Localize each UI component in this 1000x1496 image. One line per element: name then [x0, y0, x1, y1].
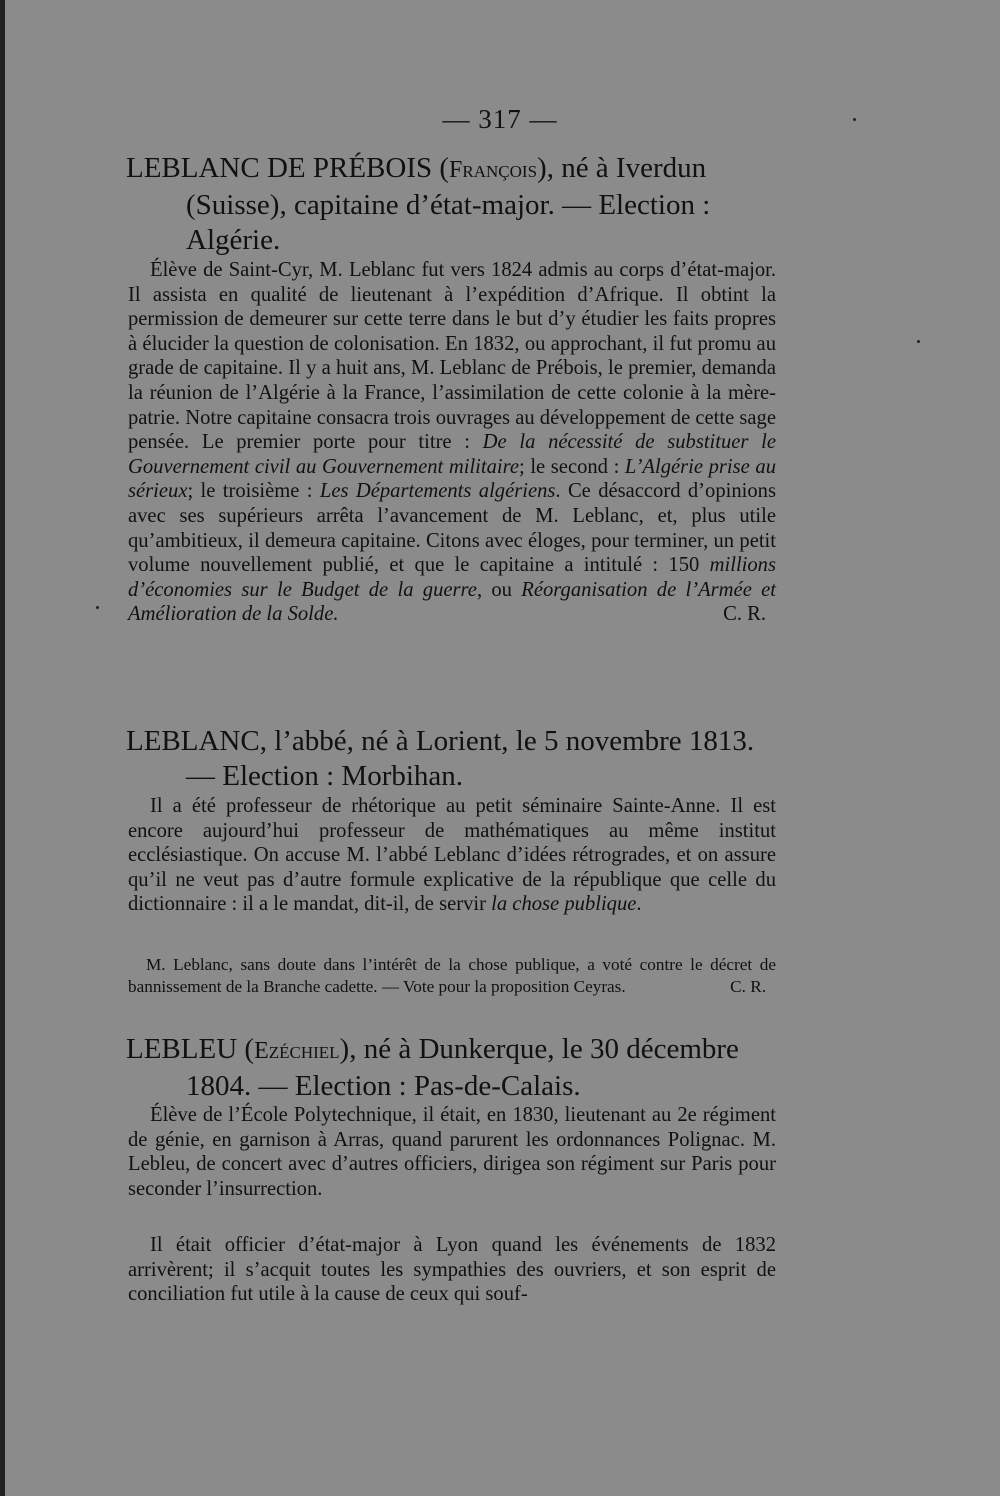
title-birth: ), né à Dunkerque, le 30 décembre — [339, 1033, 739, 1065]
body-text: Il était officier d’état-major à Lyon quand les événements de 1832 arrivèrent; il s’acquit toutes les sympathies des ouvriers, et son esprit de conciliation fut utile à la cause de ceux qui souf- — [128, 1234, 776, 1306]
page-number: — 317 — — [442, 104, 558, 134]
entry-title-leblanc-de-prebois — [126, 151, 776, 258]
title-line-2: 1804. — Election : Pas-de-Calais. — [186, 1070, 581, 1102]
body-text: Élève de Saint-Cyr, M. Leblanc fut vers 1824 admis au corps d’état-major. Il assista en qualité de lieutenant à l’expédition d’Afrique. Il obtint la permission de demeurer sur cette terre dans le but d’y étudier les faits propres à élucider la question de colonisation. En 1832, ou approchant, il fut promu au grade de capitaine. Il y a huit ans, M. Leblanc de Prébois, le premier, demanda la réunion de l’Algérie à la France, l’assimilation de cette colonie à la mère-patrie. Notre capitaine consacra trois ouvrages au développement de cette sage pensée. Le premier porte pour titre : — [128, 259, 776, 454]
entry-body — [128, 1103, 776, 1201]
body-text: Il a été professeur de rhétorique au petit séminaire Sainte-Anne. Il est encore aujourd’hui professeur de mathématiques au même institut ecclésiastique. On accuse M. l’abbé Leblanc d’idées rétrogrades, et on assure qu’il ne veut pas d’autre formule explicative de la république que celle du dictionnaire : il a le mandat, dit-il, de servir — [128, 795, 776, 916]
entry-title-leblanc-abbe — [126, 724, 776, 794]
book-title: L’Algérie prise au sérieux — [128, 455, 776, 503]
book-title: Réorganisation de l’Armée et Amélioration de la Solde. — [128, 578, 776, 626]
entry-title-lebleu — [126, 1032, 776, 1104]
body-text: Élève de l’École Polytechnique, il était, en 1830, lieutenant au 2e régiment de génie, en garnison à Arras, quand parurent les ordonnances Polignac. M. Lebleu, de concert avec d’autres officiers, dirigea son régiment sur Paris pour seconder l’insurrection. — [128, 1104, 776, 1200]
book-title: Les Départements algériens — [319, 480, 556, 503]
signature: C. R. — [730, 977, 766, 996]
title-firstname: François — [449, 157, 538, 183]
title-line-3: Algérie. — [186, 224, 281, 256]
book-title: millions d’économies sur le Budget de la guerre — [128, 554, 776, 601]
entry-body — [128, 794, 776, 917]
signature: C. R. — [723, 603, 766, 626]
body-text: . — [636, 893, 642, 916]
title-line-2: (Suisse), capitaine d’état-major. — Election : — [186, 189, 711, 221]
speck — [96, 606, 99, 609]
body-text: ; le troisième : — [187, 480, 320, 503]
entry-body — [128, 258, 776, 627]
title-name: LEBLEU ( — [126, 1033, 255, 1065]
title-line-1: LEBLANC, l’abbé, né à Lorient, le 5 novembre 1813. — [126, 725, 755, 757]
title-line-2: — Election : Morbihan. — [186, 760, 464, 792]
book-title: De la nécessité de substituer le Gouvernement civil au Gouvernement militaire — [128, 431, 776, 478]
title-birth: ), né à Iverdun — [537, 152, 707, 184]
body-text: . Ce désaccord d’opinions avec ses supérieurs arrêta l’avancement de M. Leblanc, et, plus utile qu’ambitieux, il demeura capitaine. Citons avec éloges, pour terminer, un petit volume nouvellement publié, et que le capitaine a intitulé : 150 — [128, 480, 776, 577]
entry-note — [128, 954, 776, 998]
body-text: ; le second : — [519, 455, 625, 478]
speck — [917, 340, 920, 343]
page-edge — [0, 0, 5, 1496]
entry-body-continued — [128, 1233, 776, 1307]
body-text: , ou — [476, 578, 522, 601]
title-name: LEBLANC DE PRÉBOIS ( — [126, 152, 450, 184]
title-firstname: Ezéchiel — [254, 1038, 340, 1064]
note-text: M. Leblanc, sans doute dans l’intérêt de la chose publique, a voté contre le décret de bannissement de la Branche cadette. — Vote pour la proposition Ceyras. — [128, 955, 776, 996]
emphasis: la chose publique — [491, 893, 637, 916]
